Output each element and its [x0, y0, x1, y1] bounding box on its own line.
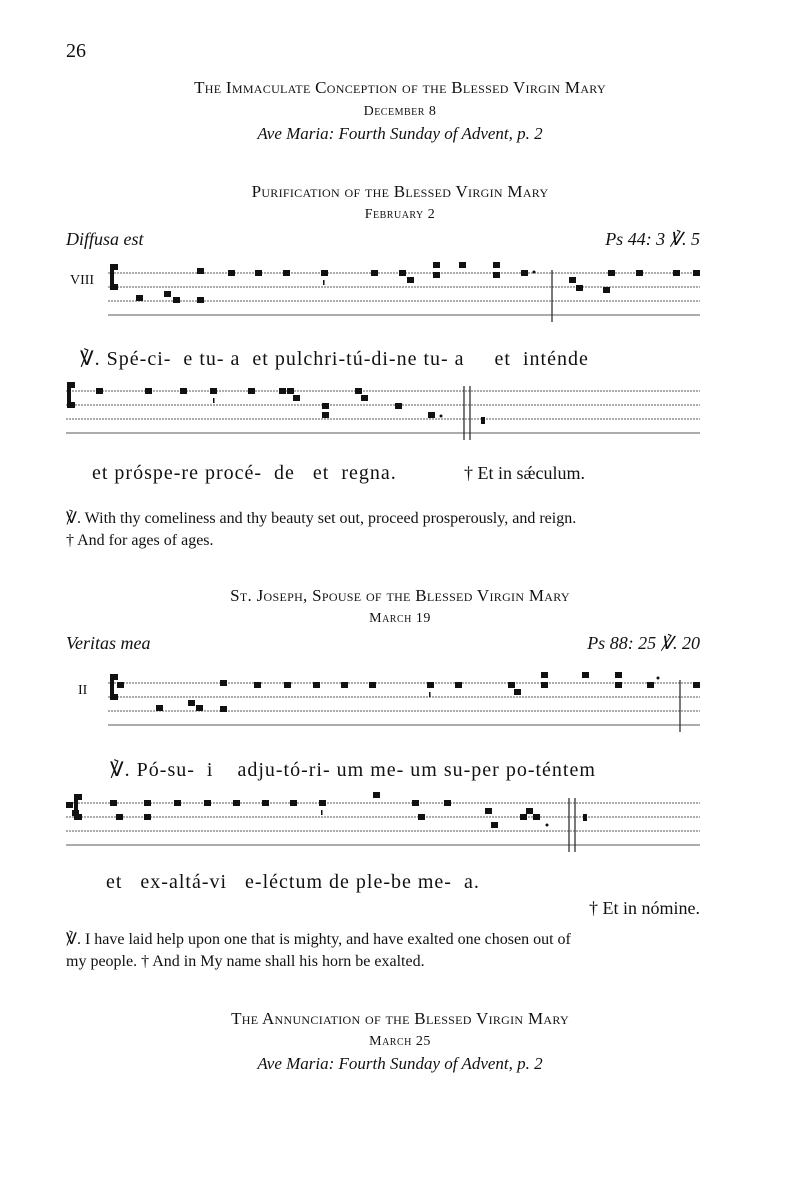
chant-staff-purification-2: [66, 380, 700, 442]
translation-purification-line2: † And for ages of ages.: [66, 532, 214, 549]
lyrics-purification-line1: ℣. Spé-ci- e tu- a et pulchri-tú-di-ne tu- a et inténde: [80, 348, 589, 370]
mode-joseph: II: [78, 683, 88, 698]
lyrics-joseph-line1: ℣. Pó-su- i adju-tó-ri- um me- um su-per po-téntem: [110, 759, 596, 781]
date-annunciation: March 25: [369, 1034, 431, 1049]
chant-staff-joseph-1: [108, 672, 700, 734]
section-title-joseph: St. Joseph, Spouse of the Blessed Virgin Mary: [230, 586, 570, 605]
psalm-ref-purification: Ps 44: 3 ℣. 5: [605, 229, 700, 249]
date-immaculate: December 8: [363, 104, 437, 119]
chant-staff-purification-1: [108, 262, 700, 324]
lyrics-joseph-line2: et ex-altá-vi e-léctum de ple-be me- a.: [106, 871, 480, 893]
psalm-ref-joseph: Ps 88: 25 ℣. 20: [587, 633, 700, 653]
date-purification: February 2: [364, 207, 436, 222]
mode-purification: VIII: [70, 273, 95, 288]
date-joseph: March 19: [369, 611, 431, 626]
incipit-joseph: Veritas mea: [66, 633, 151, 653]
section-title-annunciation: The Annunciation of the Blessed Virgin Mary: [231, 1009, 569, 1028]
reference-annunciation: Ave Maria: Fourth Sunday of Advent, p. 2: [257, 1054, 543, 1073]
page-number: 26: [66, 40, 86, 62]
translation-purification-line1: ℣. With thy comeliness and thy beauty set out, proceed prosperously, and reign.: [66, 510, 577, 527]
chant-staff-joseph-2: [66, 792, 700, 854]
incipit-purification: Diffusa est: [66, 229, 144, 249]
lyrics-purification-tail: † Et in sǽculum.: [464, 463, 585, 483]
section-title-purification: Purification of the Blessed Virgin Mary: [251, 182, 549, 201]
section-title-immaculate: The Immaculate Conception of the Blessed Virgin Mary: [194, 78, 606, 97]
lyrics-purification-line2: et próspe-re procé- de et regna.: [92, 462, 397, 484]
lyrics-joseph-tail: † Et in nómine.: [589, 898, 700, 918]
reference-immaculate: Ave Maria: Fourth Sunday of Advent, p. 2: [257, 124, 543, 143]
translation-joseph-line2: my people. † And in My name shall his horn be exalted.: [66, 953, 425, 970]
translation-joseph-line1: ℣. I have laid help upon one that is mighty, and have exalted one chosen out of: [66, 931, 571, 948]
